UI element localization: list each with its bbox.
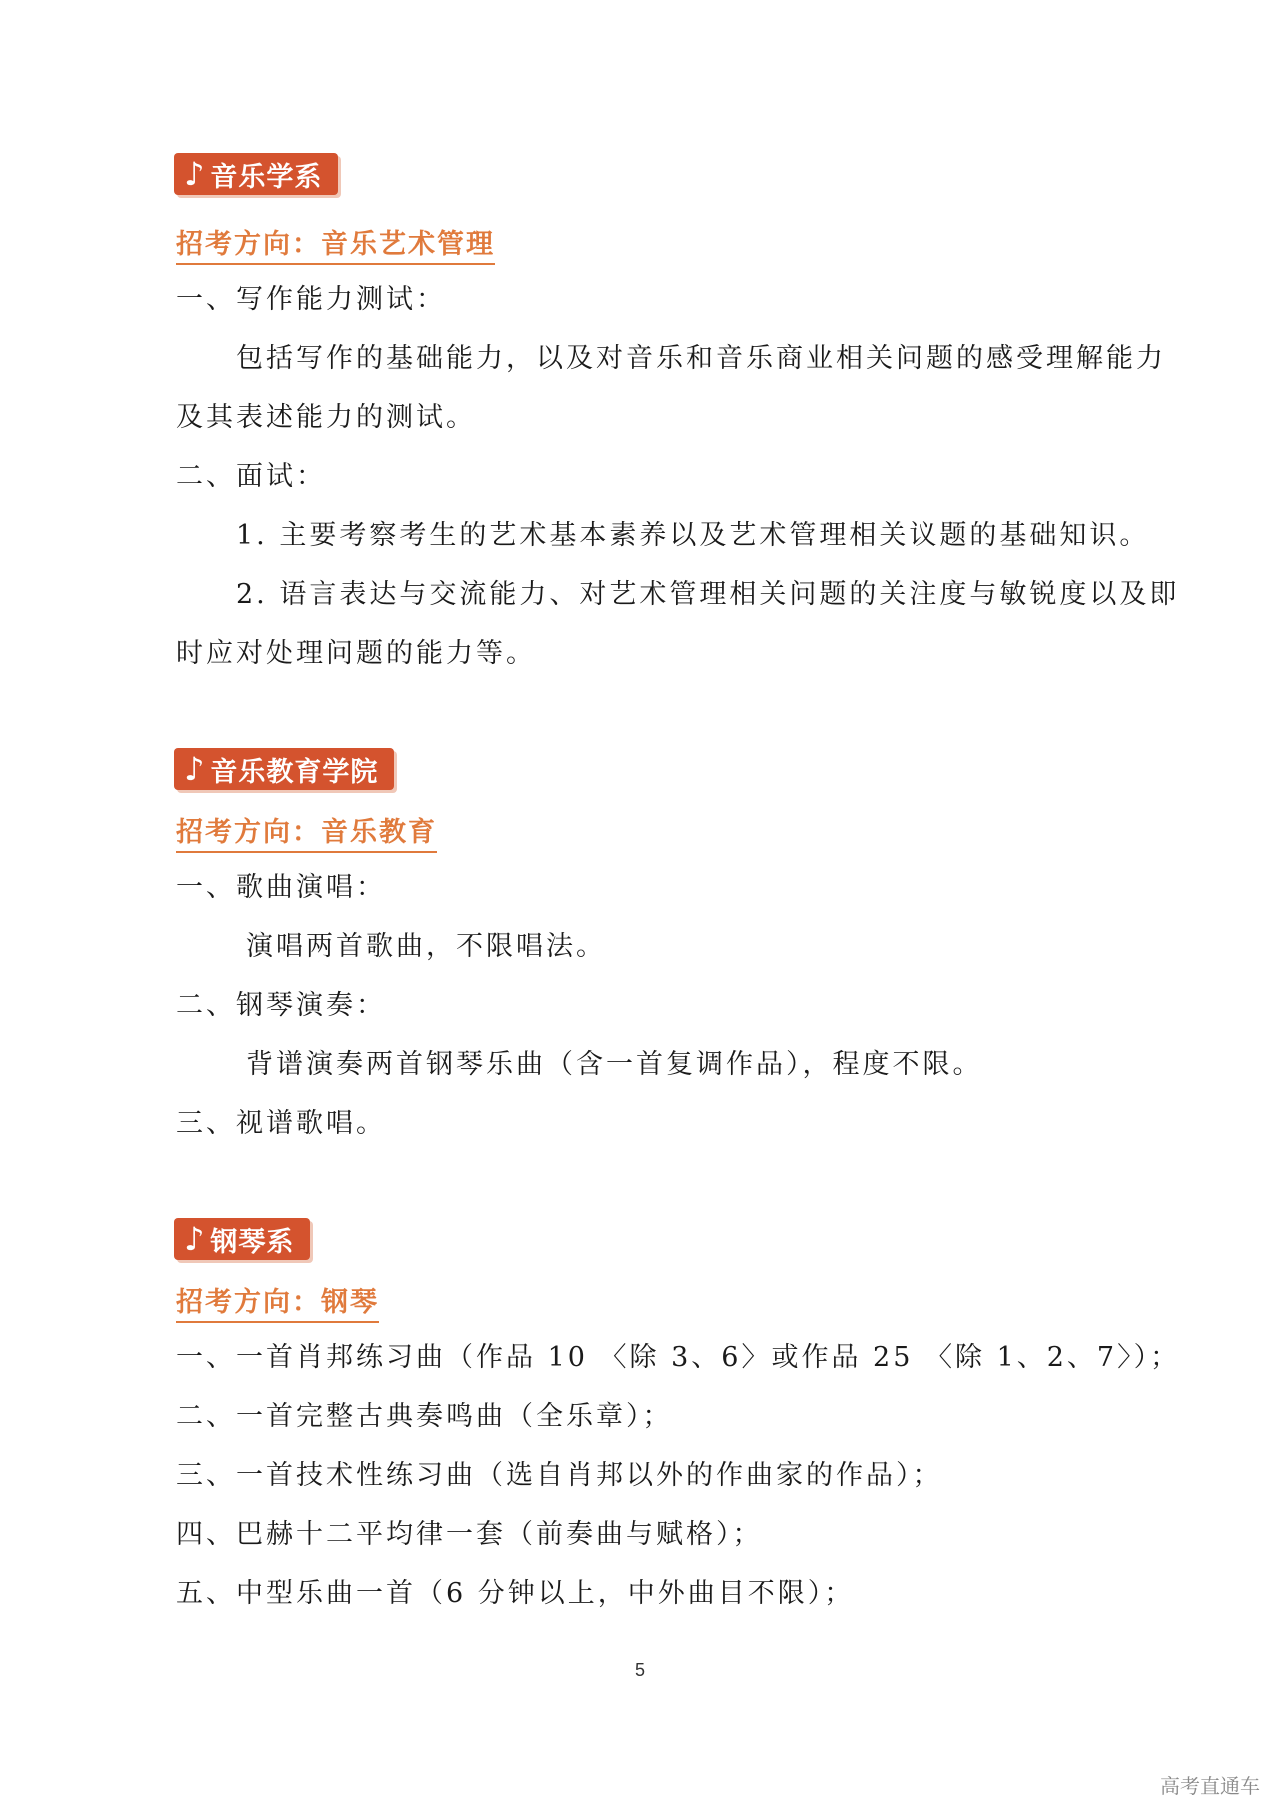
list-item: 一、歌曲演唱： bbox=[176, 872, 386, 903]
music-note-icon: ♪ bbox=[184, 1220, 205, 1258]
paragraph-line: 背谱演奏两首钢琴乐曲（含一首复调作品），程度不限。 bbox=[246, 1049, 983, 1080]
watermark: 高考直通车 bbox=[1160, 1774, 1260, 1798]
section-badge-music-education bbox=[174, 748, 394, 790]
paragraph-line: 包括写作的基础能力，以及对音乐和音乐商业相关问题的感受理解能力 bbox=[236, 343, 1166, 374]
paragraph-line: 时应对处理问题的能力等。 bbox=[176, 638, 536, 669]
admission-direction: 招考方向：音乐艺术管理 bbox=[176, 222, 495, 265]
page-number: 5 bbox=[634, 1660, 645, 1680]
admission-direction: 招考方向：钢琴 bbox=[176, 1280, 379, 1323]
section-title: 钢琴系 bbox=[210, 1226, 295, 1258]
list-item: 三、一首技术性练习曲（选自肖邦以外的作曲家的作品）； bbox=[176, 1460, 943, 1491]
paragraph-line: 演唱两首歌曲，不限唱法。 bbox=[246, 931, 606, 962]
music-note-icon: ♪ bbox=[184, 155, 205, 193]
music-note-icon: ♪ bbox=[184, 750, 205, 788]
paragraph-line: 及其表述能力的测试。 bbox=[176, 402, 476, 433]
list-item: 一、写作能力测试： bbox=[176, 284, 446, 315]
list-item: 二、一首完整古典奏鸣曲（全乐章）； bbox=[176, 1401, 673, 1432]
list-item: 四、巴赫十二平均律一套（前奏曲与赋格）； bbox=[176, 1519, 763, 1550]
section-badge-piano bbox=[174, 1218, 310, 1260]
list-item: 五、中型乐曲一首（6 分钟以上，中外曲目不限）； bbox=[176, 1578, 855, 1609]
list-item: 2. 语言表达与交流能力、对艺术管理相关问题的关注度与敏锐度以及即 bbox=[236, 579, 1180, 610]
section-title: 音乐学系 bbox=[210, 161, 323, 193]
section-title: 音乐教育学院 bbox=[210, 756, 379, 788]
list-item: 二、面试： bbox=[176, 461, 326, 492]
list-item: 一、一首肖邦练习曲（作品 10 〈除 3、6〉或作品 25 〈除 1、2、7〉）； bbox=[176, 1342, 1181, 1373]
list-item: 二、钢琴演奏： bbox=[176, 990, 386, 1021]
admission-direction: 招考方向：音乐教育 bbox=[176, 810, 437, 853]
list-item: 1. 主要考察考生的艺术基本素养以及艺术管理相关议题的基础知识。 bbox=[236, 520, 1150, 551]
list-item: 三、视谱歌唱。 bbox=[176, 1108, 386, 1139]
section-badge-music-studies bbox=[174, 153, 338, 195]
